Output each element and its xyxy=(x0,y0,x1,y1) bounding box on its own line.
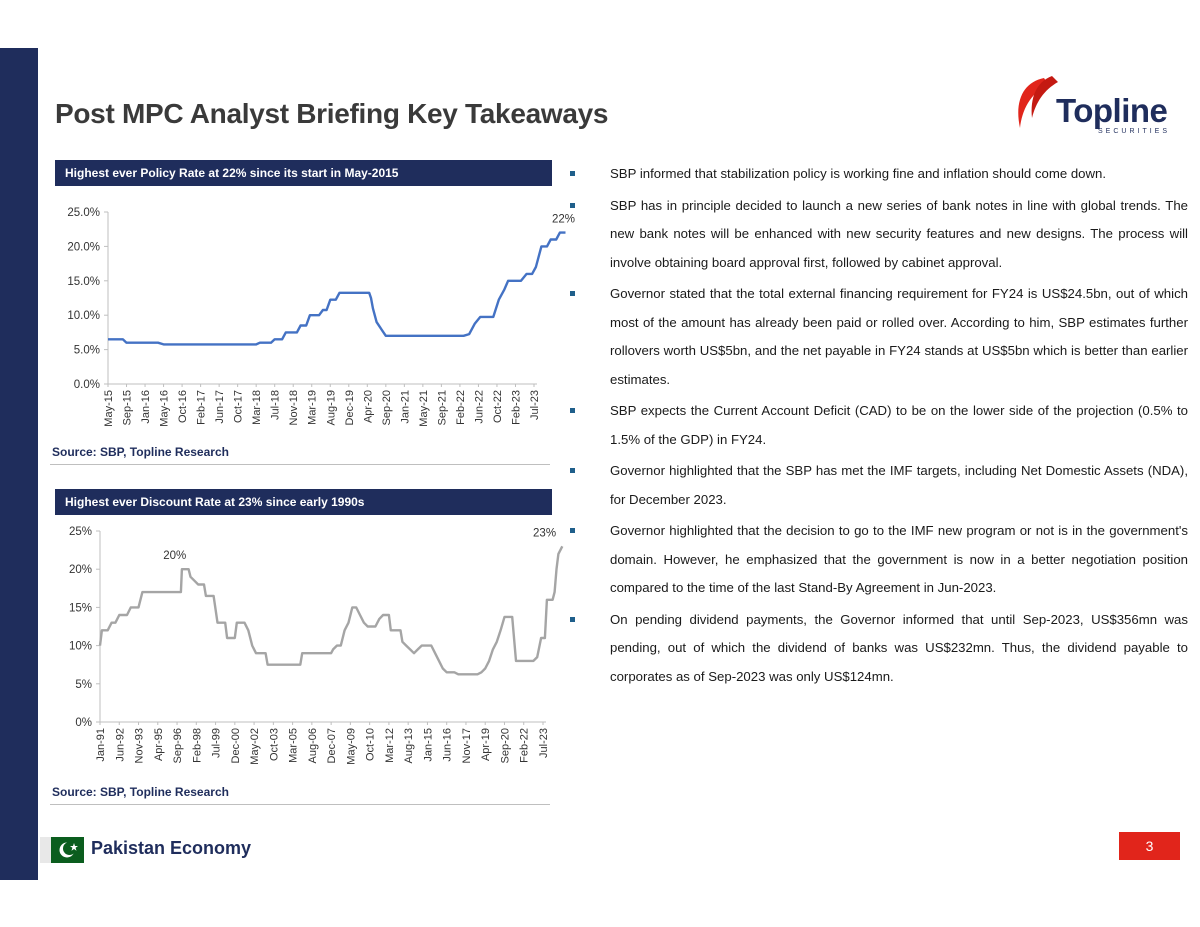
x-tick-label: Jan-16 xyxy=(140,390,153,424)
data-label-23pct: 23% xyxy=(533,527,557,540)
x-tick-label: Sep-20 xyxy=(380,390,393,426)
x-tick-label: Feb-22 xyxy=(518,728,531,763)
x-tick-label: Mar-18 xyxy=(251,390,264,425)
x-tick-label: Oct-22 xyxy=(491,390,504,424)
x-tick-label: Oct-03 xyxy=(268,728,281,762)
x-tick-label: Dec-19 xyxy=(343,390,356,426)
y-tick-label: 20% xyxy=(68,564,92,577)
x-tick-label: Mar-19 xyxy=(306,390,319,425)
x-tick-label: Jun-17 xyxy=(214,390,227,424)
x-tick-label: Jul-23 xyxy=(529,390,541,420)
x-tick-label: May-21 xyxy=(417,390,430,427)
y-tick-label: 0% xyxy=(75,717,92,729)
x-tick-label: Feb-98 xyxy=(191,728,204,763)
x-tick-label: Nov-18 xyxy=(288,390,301,426)
x-tick-label: Oct-10 xyxy=(364,728,377,762)
pakistan-flag-icon xyxy=(40,837,84,863)
logo-wordmark: Topline xyxy=(1056,92,1168,129)
x-tick-label: May-02 xyxy=(249,728,262,765)
square-bullet-icon xyxy=(570,291,575,296)
takeaway-item xyxy=(568,397,1188,454)
x-tick-label: Oct-16 xyxy=(177,390,190,424)
square-bullet-icon xyxy=(570,528,575,533)
x-tick-label: Mar-12 xyxy=(383,728,396,763)
data-label-20pct: 20% xyxy=(163,550,187,563)
y-tick-label: 0.0% xyxy=(73,379,100,391)
x-tick-label: Jul-18 xyxy=(269,390,282,420)
takeaway-item xyxy=(568,457,1188,514)
y-tick-label: 15% xyxy=(68,602,92,615)
chart1-source: Source: SBP, Topline Research xyxy=(52,445,229,459)
x-tick-label: Jun-16 xyxy=(441,728,454,762)
x-tick-label: Jan-15 xyxy=(422,728,435,762)
takeaway-text: SBP expects the Current Account Deficit (CAD) to be on the lower side of the projection (0.5% to 1.5% of the GDP) in FY24. xyxy=(610,403,1188,447)
y-tick-label: 10% xyxy=(68,640,92,653)
chart2-divider xyxy=(50,804,550,805)
x-tick-label: Mar-05 xyxy=(287,728,300,763)
takeaway-item xyxy=(568,606,1188,692)
x-tick-label: Feb-17 xyxy=(195,390,208,425)
y-tick-label: 25.0% xyxy=(67,207,100,219)
chart1-divider xyxy=(50,464,550,465)
takeaway-item xyxy=(568,160,1188,189)
x-tick-label: Sep-15 xyxy=(121,390,134,426)
page-number-badge: 3 xyxy=(1119,832,1180,860)
takeaway-item xyxy=(568,517,1188,603)
square-bullet-icon xyxy=(570,617,575,622)
logo-subtitle: SECURITIES xyxy=(1098,128,1171,135)
square-bullet-icon xyxy=(570,468,575,473)
x-tick-label: Oct-17 xyxy=(232,390,245,424)
x-tick-label: May-16 xyxy=(158,390,171,427)
takeaway-text: Governor highlighted that the SBP has met the IMF targets, including Net Domestic Assets (NDA), for December 2023. xyxy=(610,463,1188,507)
x-tick-label: Nov-17 xyxy=(460,728,473,764)
takeaway-text: SBP has in principle decided to launch a new series of bank notes in line with global trends. The new bank notes will be enhanced with new security features and new designs. The process will involve obtaining board approval first, followed by cabinet approval. xyxy=(610,197,1188,270)
x-tick-label: Dec-07 xyxy=(326,728,339,764)
takeaway-item xyxy=(568,192,1188,278)
square-bullet-icon xyxy=(570,171,575,176)
footer-section-label: Pakistan Economy xyxy=(91,838,252,858)
y-tick-label: 25% xyxy=(68,526,92,538)
takeaway-text: On pending dividend payments, the Governor informed that until Sep-2023, US$356mn was pending, out of which the dividend of banks was US$232mn. Thus, the dividend payable to corporates as of Sep-2023 was only US$124mn. xyxy=(610,611,1188,684)
takeaway-text: SBP informed that stabilization policy is working fine and inflation should come down. xyxy=(610,166,1107,181)
y-tick-label: 10.0% xyxy=(67,310,100,323)
x-tick-label: Jul-99 xyxy=(210,728,223,758)
chart2-title: Highest ever Discount Rate at 23% since early 1990s xyxy=(55,489,552,515)
x-tick-label: Apr-19 xyxy=(480,728,493,762)
y-tick-label: 15.0% xyxy=(67,275,100,288)
x-tick-label: Aug-19 xyxy=(325,390,338,426)
x-tick-label: Jun-92 xyxy=(114,728,127,762)
takeaway-item xyxy=(568,280,1188,394)
x-tick-label: Feb-22 xyxy=(454,390,467,425)
x-tick-label: Sep-20 xyxy=(499,728,512,764)
square-bullet-icon xyxy=(570,203,575,208)
page-title: Post MPC Analyst Briefing Key Takeaways xyxy=(55,98,609,129)
x-tick-label: May-15 xyxy=(103,390,115,427)
topline-logo xyxy=(1010,74,1180,144)
x-tick-label: Apr-20 xyxy=(362,390,375,424)
y-tick-label: 20.0% xyxy=(67,241,100,254)
data-label-22pct: 22% xyxy=(551,213,576,226)
x-tick-label: Sep-96 xyxy=(172,728,185,764)
side-accent-bar xyxy=(0,48,38,880)
x-tick-label: Sep-21 xyxy=(436,390,449,426)
square-bullet-icon xyxy=(570,408,575,413)
x-tick-label: Aug-13 xyxy=(403,728,416,764)
policy-rate-chart xyxy=(50,192,576,437)
x-tick-label: May-09 xyxy=(345,728,358,765)
x-tick-label: Jan-91 xyxy=(95,728,107,762)
series-line xyxy=(100,546,562,674)
x-tick-label: Feb-23 xyxy=(510,390,523,425)
takeaway-list xyxy=(568,160,1188,694)
x-tick-label: Jan-21 xyxy=(399,390,412,424)
takeaway-text: Governor highlighted that the decision to go to the IMF new program or not is in the government's domain. However, he emphasized that the government is now in a better negotiation position compared to the time of the last Stand-By Agreement in Jun-2023. xyxy=(610,523,1188,595)
discount-rate-chart xyxy=(50,517,555,777)
x-tick-label: Aug-06 xyxy=(306,728,319,764)
x-tick-label: Apr-95 xyxy=(152,728,165,762)
chart2-source: Source: SBP, Topline Research xyxy=(52,785,229,799)
takeaway-text: Governor stated that the total external financing requirement for FY24 is US$24.5bn, out of which most of the amount has already been paid or rolled over. According to him, SBP estimates further rollovers worth US$5bn, and the net payable in FY24 stands at US$5bn which is better than earlier estimates. xyxy=(610,286,1188,387)
x-tick-label: Jun-22 xyxy=(473,390,486,424)
y-tick-label: 5.0% xyxy=(73,344,100,357)
y-tick-label: 5% xyxy=(75,678,92,691)
x-tick-label: Jul-23 xyxy=(538,728,550,758)
chart1-title: Highest ever Policy Rate at 22% since its start in May-2015 xyxy=(55,160,552,186)
series-line xyxy=(108,233,566,345)
x-tick-label: Dec-00 xyxy=(229,728,242,764)
x-tick-label: Nov-93 xyxy=(133,728,146,764)
